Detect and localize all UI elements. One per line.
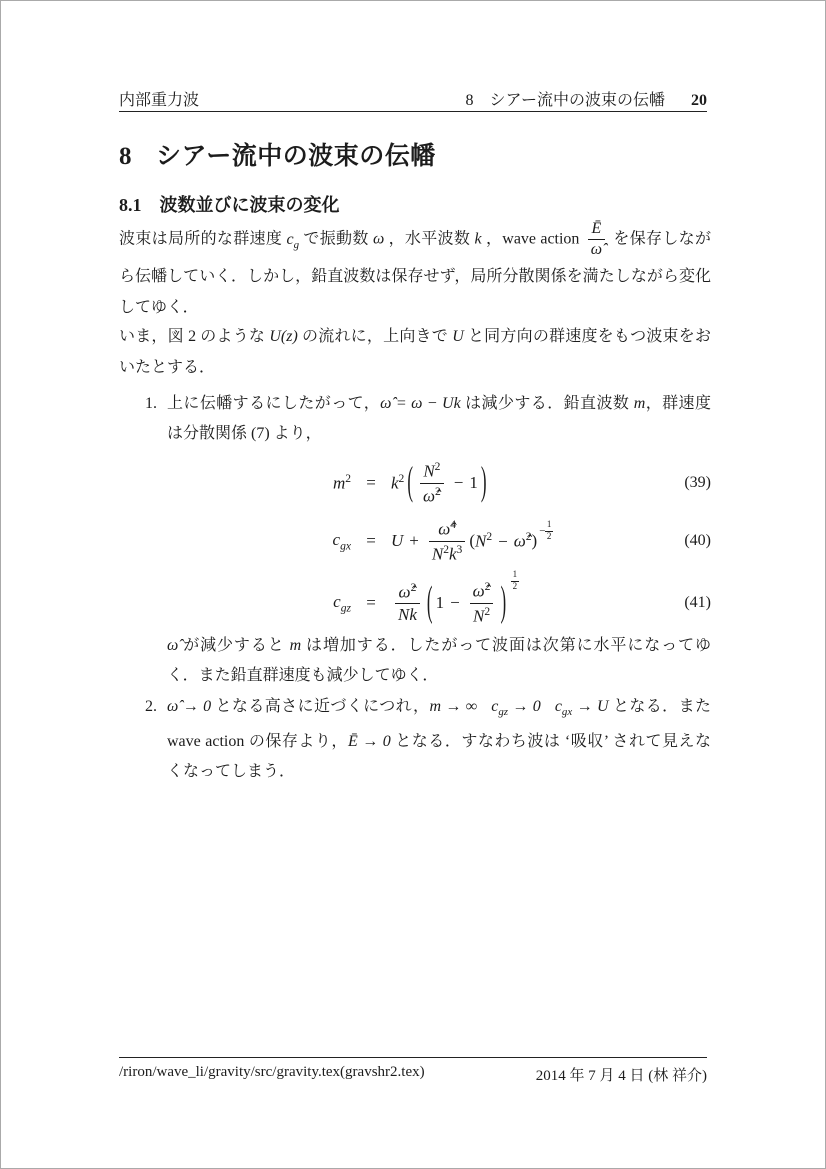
math-var-base: c: [554, 698, 562, 715]
minus-sign: −: [498, 531, 508, 551]
text-run: は減少する．鉛直波数: [460, 395, 634, 412]
section-title-text: シアー流中の波束の伝幡: [156, 143, 436, 170]
text-run: いま，図 2 のような: [119, 328, 270, 345]
text-run: となる．すなわち波は ‘吸収’ されて見えなくなってしまう．: [167, 733, 711, 781]
math-var-m: m: [633, 395, 646, 412]
math-var-cg: [286, 230, 300, 251]
text-run: 上に伝幡するにしたがって，: [167, 395, 381, 412]
fraction-numerator: Ē: [588, 220, 605, 240]
header-right: [465, 87, 707, 110]
math-sup: 2: [484, 604, 491, 618]
minus-sign: −: [450, 593, 460, 612]
equation-41: [119, 569, 711, 633]
math-fraction: [470, 580, 494, 625]
math-var-U: U: [452, 328, 464, 345]
item-label: 1.: [145, 395, 157, 412]
page-header: [119, 87, 707, 110]
text-run: は増加する．したがって波面は次第に水平になってゆく．また鉛直群速度も減少してゆく．: [167, 637, 711, 684]
fraction-numerator: [470, 580, 494, 603]
math-run-cgx: [554, 698, 609, 719]
fraction-denominator: 2: [512, 581, 518, 591]
item-label: 2.: [145, 698, 157, 715]
math-var-omega-hat: ω̂: [167, 637, 179, 654]
fraction-denominator: [429, 542, 465, 564]
math-sup: 2: [525, 530, 532, 544]
left-paren: (: [407, 458, 413, 504]
equation-lhs: [119, 530, 351, 552]
subsection-title: [119, 191, 340, 217]
minus-sign: −: [539, 525, 546, 537]
page-footer: [119, 1064, 707, 1085]
equation-39: [119, 457, 711, 509]
text-run: で振動数: [299, 230, 373, 248]
math-run-omega-to-zero: ω̂ → 0: [167, 698, 212, 715]
equation-number: (40): [684, 532, 711, 549]
equation-rhs: [391, 569, 711, 626]
minus-sign: −: [453, 473, 464, 492]
math-sup: 2: [398, 472, 405, 486]
math-var-base: N: [431, 544, 444, 564]
math-fraction: [420, 460, 444, 505]
math-var-base: ω̂: [398, 582, 411, 602]
list-item-1: [119, 389, 711, 449]
fraction-denominator: [470, 604, 494, 626]
math-const: 1: [435, 593, 445, 612]
math-var-base: ω̂: [438, 519, 451, 539]
footer-file-path: /riron/wave_li/gravity/src/gravity.tex(gravshr2.tex): [119, 1064, 425, 1080]
math-var-omega: ω: [372, 230, 385, 248]
text-run: ，水平波数: [384, 230, 475, 248]
right-paren: ): [500, 577, 507, 625]
exponent-half: [511, 570, 519, 592]
math-sup: 2: [434, 460, 441, 474]
fraction-numerator: [420, 460, 444, 483]
item-body: [167, 389, 711, 449]
mini-fraction: [545, 520, 553, 542]
subsection-title-text: 波数並びに波束の変化: [159, 195, 340, 215]
math-var-base: ω̂: [472, 581, 485, 601]
left-paren: (: [469, 531, 475, 550]
item-1-note: [167, 631, 711, 691]
math-sup: 2: [486, 530, 493, 544]
text-run: の流れに，上向きで: [297, 328, 453, 345]
math-var-base: c: [332, 529, 341, 549]
fraction-denominator: Nk: [398, 605, 417, 625]
text-run: と同方向の群速度をもつ波束をおいたとする．: [119, 328, 711, 376]
math-run-cgz: [491, 698, 541, 719]
math-sup: 2: [435, 484, 441, 498]
math-run: → 0: [508, 698, 541, 715]
math-var-base: m: [332, 473, 346, 493]
equation-rhs: [391, 518, 711, 563]
math-var-k: k: [474, 230, 482, 248]
plus-sign: +: [409, 531, 419, 550]
math-fraction: [429, 518, 465, 563]
text-run: となる高さに近づくにつれ，: [211, 698, 430, 715]
header-rule: [119, 111, 707, 112]
math-sub: gx: [561, 706, 573, 719]
paragraph-1: [119, 220, 711, 323]
math-var-Uz: U(z): [269, 328, 298, 345]
equals-sign: =: [366, 593, 376, 612]
math-var-base: k: [449, 544, 457, 564]
math-var-U: U: [391, 531, 404, 550]
text-run: ，wave action: [481, 230, 584, 248]
math-sub: gz: [340, 601, 351, 615]
math-const: 1: [469, 473, 478, 492]
fraction-denominator: ω̂: [590, 241, 603, 259]
math-sup: 3: [456, 542, 463, 556]
equation-lhs: [119, 592, 351, 614]
equation-lhs: [119, 472, 351, 494]
left-paren: (: [426, 577, 433, 625]
math-var-base: N: [472, 606, 485, 626]
equation-number: (41): [684, 594, 711, 611]
math-var-base: N: [423, 461, 435, 481]
math-run-omega-hat: ω̂ = ω − Uk: [380, 395, 461, 412]
list-item-2: [119, 692, 711, 787]
fraction-numerator: [395, 581, 420, 604]
math-fraction-wave-action: [588, 220, 605, 260]
math-var-m: m: [289, 637, 302, 654]
math-var-base: k: [391, 473, 399, 493]
math-run-m-to-inf: m → ∞: [429, 698, 478, 715]
fraction-numerator: 1: [511, 570, 519, 581]
subsection-number: 8.1: [119, 195, 142, 215]
fraction-numerator: [429, 518, 465, 541]
text-run: が減少すると: [178, 637, 290, 654]
equation-40: [119, 514, 711, 568]
page-number: 20: [691, 92, 707, 109]
footer-rule: [119, 1057, 707, 1058]
fraction-denominator: 2: [546, 531, 552, 541]
fraction-denominator: [420, 484, 444, 506]
equals-sign: =: [366, 473, 376, 492]
math-sup: 2: [345, 472, 351, 486]
math-sup: 2: [484, 580, 491, 594]
math-sup: 2: [443, 542, 449, 556]
math-run: → U: [572, 698, 609, 715]
right-paren: ): [480, 458, 487, 504]
footer-date-author: 2014 年 7 月 4 日 (林 祥介): [535, 1068, 707, 1084]
equation-rhs: [391, 460, 711, 505]
math-var-sub: g: [293, 238, 300, 251]
text-run: 波束は局所的な群速度: [119, 230, 287, 248]
math-group: [475, 530, 532, 552]
equation-number: (39): [684, 474, 711, 491]
item-body: [167, 692, 711, 787]
math-var-base: c: [333, 591, 341, 611]
exponent-minus-half: [539, 520, 553, 542]
math-var-base: c: [491, 698, 499, 715]
math-run-E-to-zero: Ē → 0: [347, 733, 391, 751]
math-var-base: N: [475, 531, 487, 551]
text-run: ，群速度は分散関係 (7) より，: [167, 395, 711, 442]
text-run: となる．また wave action の保存より，: [167, 698, 711, 751]
math-sup: 4: [450, 518, 456, 532]
math-var-base: ω̂: [423, 486, 436, 506]
math-var-base: ω̂: [513, 531, 526, 551]
section-number: 8: [119, 143, 132, 170]
math-coef: [391, 472, 404, 494]
equation-block: [119, 457, 711, 638]
math-sub: gx: [340, 539, 351, 553]
mini-fraction: [511, 570, 519, 592]
math-fraction: [395, 581, 420, 625]
section-title: [119, 136, 436, 172]
fraction-numerator: 1: [545, 520, 553, 531]
text-run: を保存しながら伝幡していく．しかし，鉛直波数は保存せず，局所分散関係を満たしながら変化してゆく．: [119, 230, 711, 316]
math-sup: 2: [410, 581, 417, 595]
header-doc-title: 内部重力波: [119, 92, 200, 109]
math-var-base: c: [286, 230, 294, 248]
right-paren: ): [531, 531, 538, 550]
equals-sign: =: [366, 531, 376, 550]
header-section-ref: 8 シアー流中の波束の伝幡: [465, 92, 665, 109]
paragraph-2: [119, 321, 711, 383]
math-sub: gz: [498, 706, 508, 719]
